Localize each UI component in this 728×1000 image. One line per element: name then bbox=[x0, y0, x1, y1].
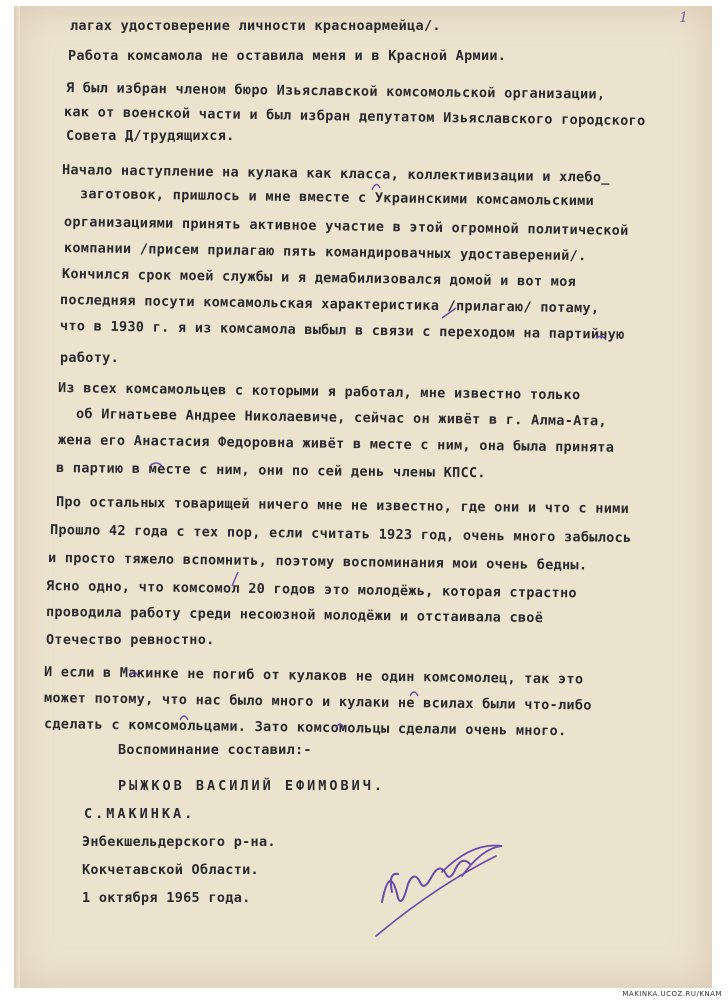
text-line-27: Воспоминание составил:- bbox=[118, 742, 312, 758]
region-name: Кокчетавской Области. bbox=[82, 862, 259, 878]
text-line-22: проводила работу среди несоюзной молодёжи и отстаивала своё bbox=[45, 604, 544, 627]
text-line-9: компании /присем прилагаю пять командировачных удоставерений/. bbox=[63, 240, 587, 265]
text-line-24: И если в Макинке не погиб от кулаков не один комсомолец, так это bbox=[43, 664, 584, 688]
watermark: MAKINKA.UCOZ.RU/KNAM bbox=[622, 990, 722, 998]
village-name: С.МАКИНКА. bbox=[84, 806, 196, 822]
author-name: РЫЖКОВ ВАСИЛИЙ ЕФИМОВИЧ. bbox=[118, 778, 386, 794]
text-line-5: Совета Д/трудящихся. bbox=[66, 128, 235, 144]
text-line-8: организациями принять активное участие в этой огромной политической bbox=[63, 214, 629, 239]
text-line-6: Начало наступление на кулака как класса, коллективизации и хлебо_ bbox=[61, 162, 610, 186]
text-line-23: Отечество ревностно. bbox=[46, 632, 215, 648]
text-line-10: Кончился срок моей службы и я демабилизовался домой и вот моя bbox=[61, 266, 577, 291]
text-line-14: Из всех комсамольцев с которыми я работал, мне известно только bbox=[57, 380, 581, 404]
text-line-13: работу. bbox=[60, 350, 119, 366]
text-line-11: последняя посути комсамольская характеристика /прилагаю/ потаму, bbox=[59, 292, 600, 317]
text-line-3: Я был избран членом бюро Изьяславской комсомольской организации, bbox=[65, 80, 606, 103]
text-line-4: как от военской части и был избран депутатом Изьяславского городского bbox=[63, 104, 646, 130]
text-line-20: и просто тяжело вспомнить, поэтому воспоминания мои очень бедны. bbox=[47, 550, 588, 574]
text-line-2: Работа комсамола не оставила меня и в Красной Армии. bbox=[68, 48, 507, 64]
text-line-7: заготовок, пришлось и мне вместе с Украинскими комсамольскими bbox=[79, 186, 595, 210]
district-name: Энбекшельдерского р-на. bbox=[82, 834, 276, 850]
text-line-26: сделать с комсомольцами. Зато комсомольцы сделали очень много. bbox=[43, 716, 567, 740]
text-line-25: может потому, что нас было много и кулаки не всилах были что-либо bbox=[43, 690, 592, 714]
text-line-21: Ясно одно, что комсомол 20 годов это молодёжь, которая страстно bbox=[45, 578, 578, 602]
text-line-18: Про остальных товарищей ничего мне не известно, где они и что с ними bbox=[55, 494, 630, 518]
text-line-17: в партию в месте с ним, они по сей день члены КПСС. bbox=[55, 460, 486, 482]
page-number: 1 bbox=[679, 10, 688, 26]
document-date: 1 октября 1965 года. bbox=[82, 890, 251, 906]
paper-edge bbox=[14, 6, 20, 988]
handwritten-signature bbox=[372, 832, 522, 942]
text-line-15: об Игнатьеве Андрее Николаевиче, сейчас он живёт в г. Алма-Ата, bbox=[75, 406, 608, 430]
text-line-1: лагах удостоверение личности красноармейца/. bbox=[70, 18, 441, 34]
text-line-16: жена его Анастасия Федоровна живёт в месте с ним, она была принята bbox=[57, 432, 615, 456]
text-line-12: что в 1930 г. я из комсамола выбыл в связи с переходом на партийную bbox=[59, 318, 625, 343]
text-line-19: Прошло 42 года с тех пор, если считать 1923 год, очень много забылось bbox=[49, 522, 632, 547]
